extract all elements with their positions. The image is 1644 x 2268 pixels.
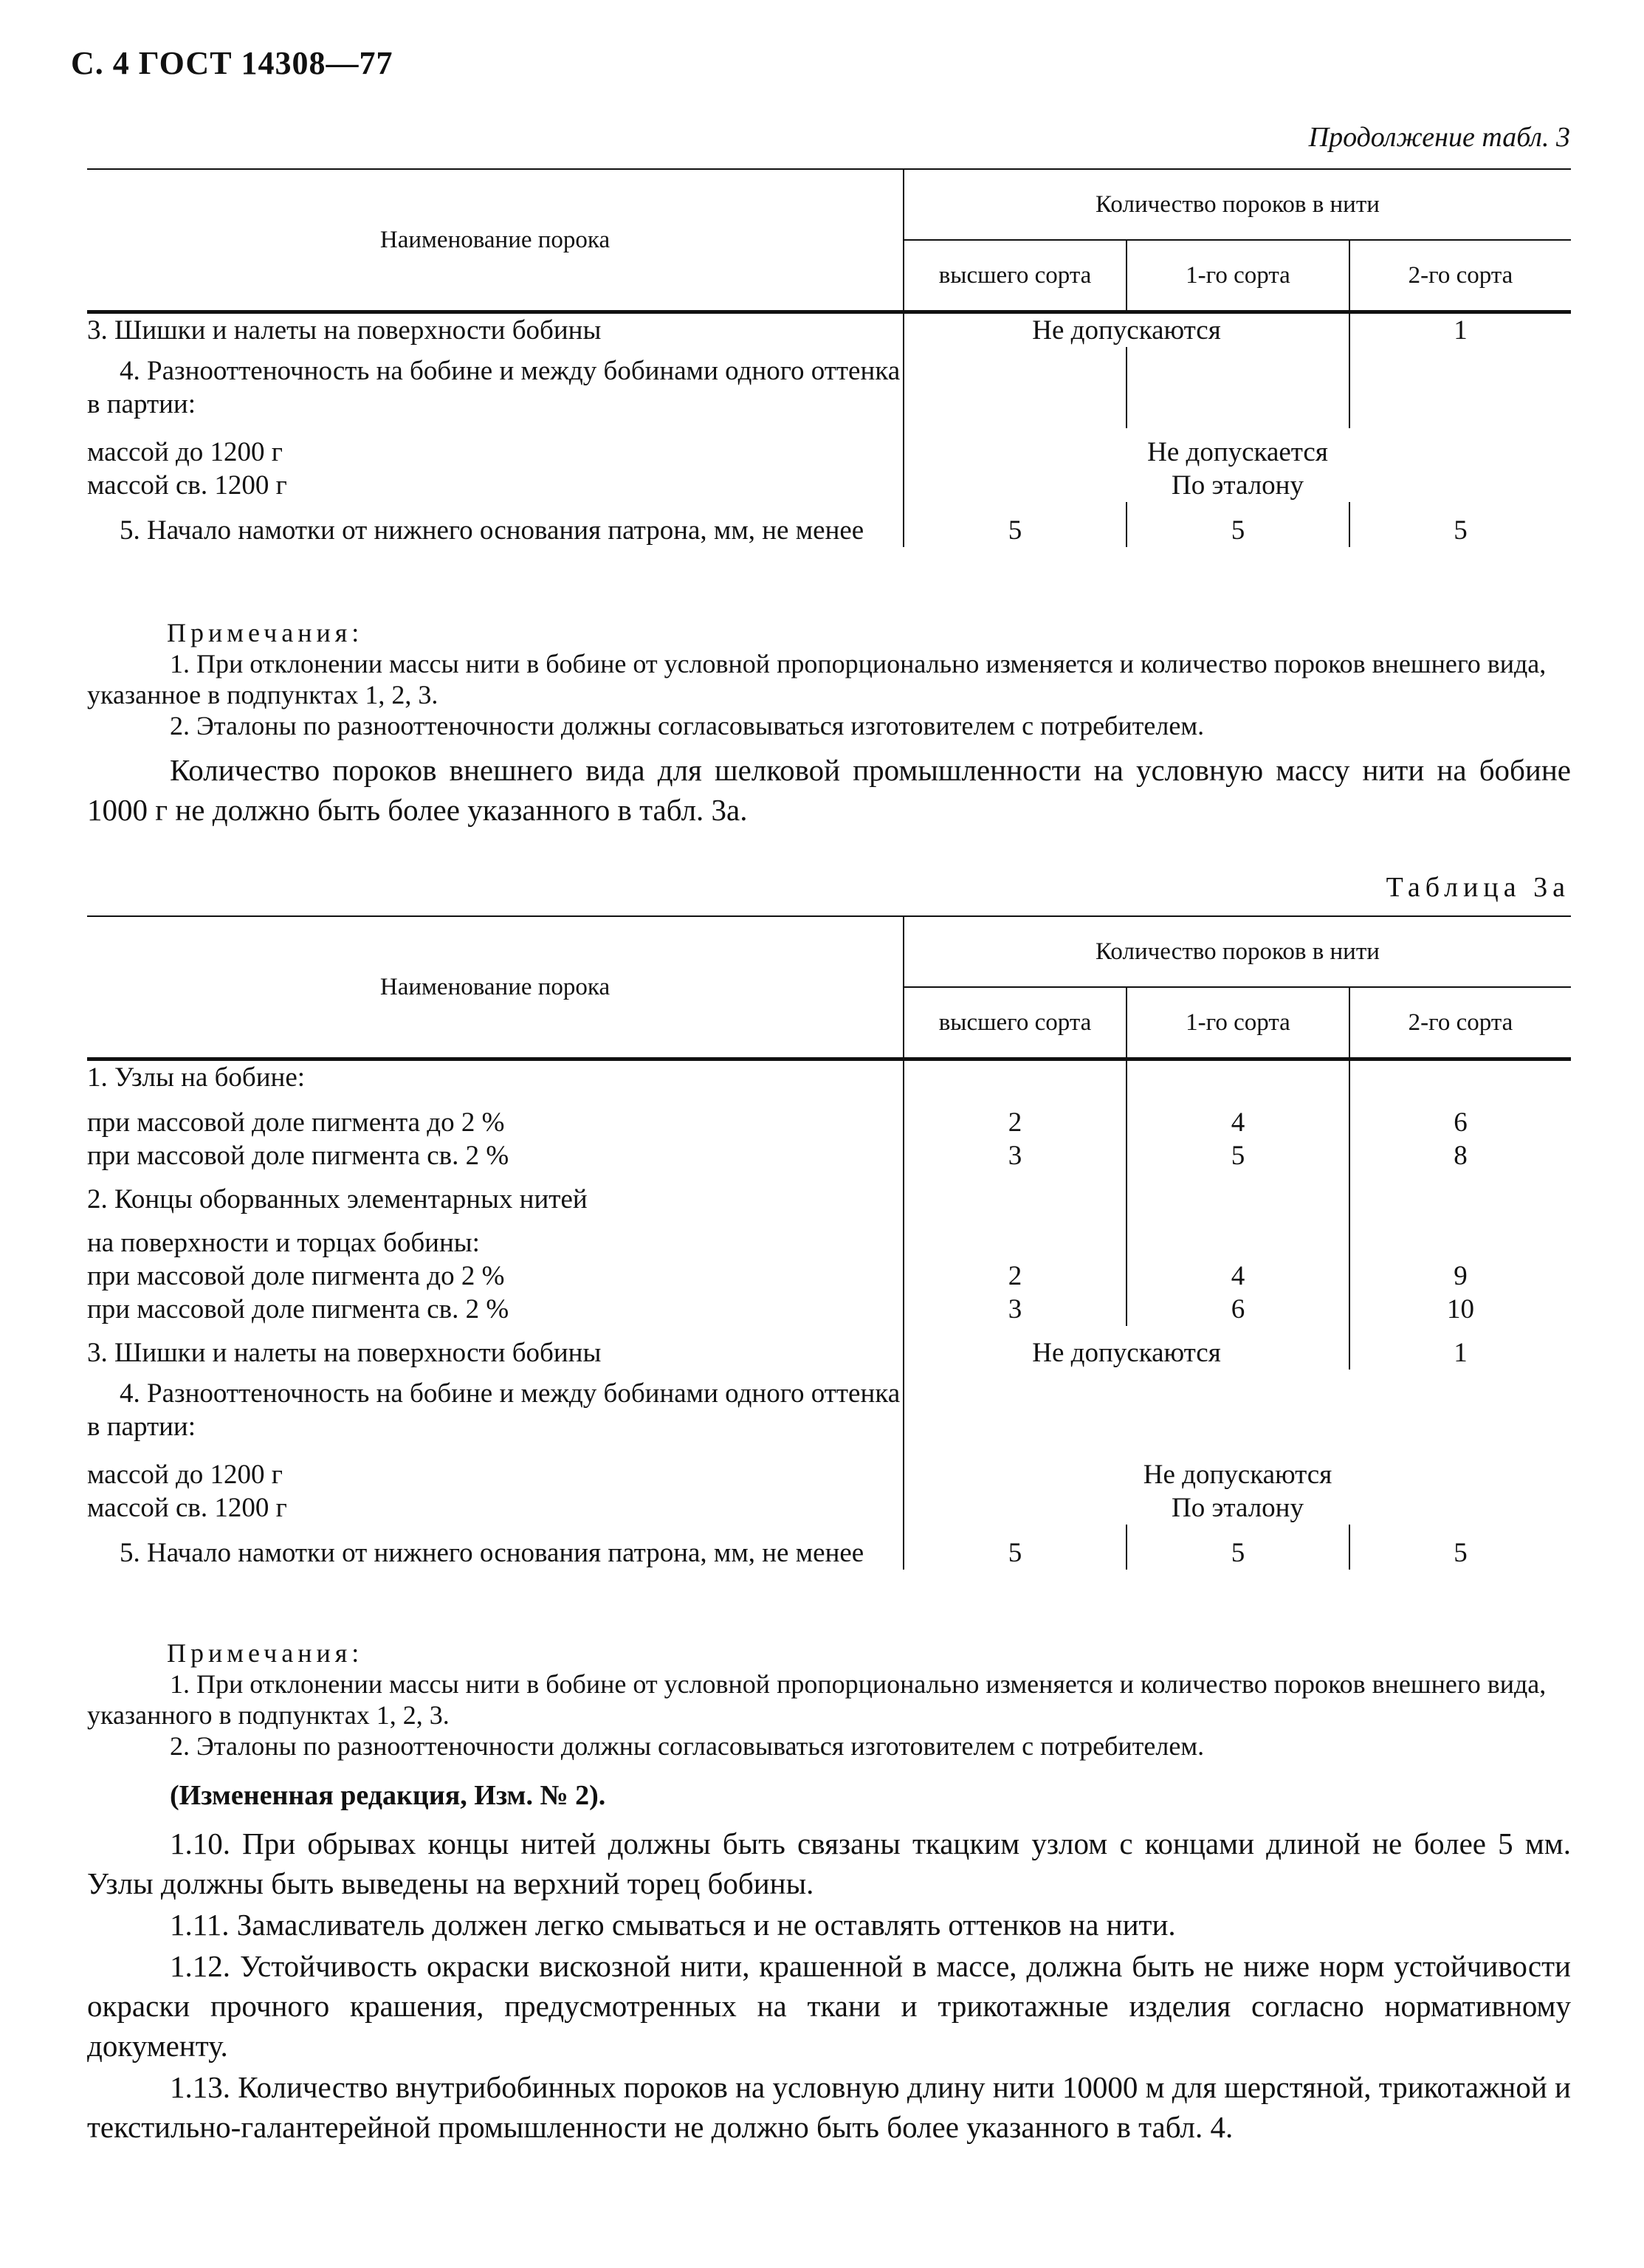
table-row [87, 1216, 1571, 1326]
note-item: 1. При отклонении массы нити в бобине от условной пропорционально изменяется и количество пороков внешнего вида, указанное в подпунктах 1, 2, 3. [87, 649, 1547, 709]
note-item: 2. Эталоны по разнооттеночности должны согласовываться изготовителем с потребителем. [170, 711, 1205, 740]
defect-value: 6 [1231, 1294, 1245, 1324]
defect-name: 4. Разнооттеночность на бобине и между бобинами одного оттенка в партии: [87, 1378, 901, 1442]
clause-1-12: 1.12. Устойчивость окраски вискозной нити, крашенной в массе, должна быть не ниже норм устойчивости окраски прочного крашения, предусмотренных на ткани и трикотажные изделия согласно нормативному документу. [87, 1949, 1571, 2063]
defect-value: Не допускается [1147, 437, 1328, 467]
defect-subname: массой св. 1200 г [87, 1493, 287, 1523]
defect-value: 9 [1454, 1261, 1468, 1291]
defect-name: 3. Шишки и налеты на поверхности бобины [87, 1326, 904, 1370]
table-row [87, 1172, 1571, 1216]
defect-value: 3 [1008, 1141, 1022, 1171]
defect-value: 5 [1454, 515, 1468, 546]
defect-value: 5 [1231, 1141, 1245, 1171]
defect-subname: массой св. 1200 г [87, 470, 287, 501]
clause-1-11: 1.11. Замасливатель должен легко смываться и не оставлять оттенков на нити. [170, 1908, 1176, 1942]
defect-value: 10 [1447, 1294, 1474, 1324]
table-row [87, 1525, 1571, 1570]
notes-block [87, 617, 1571, 741]
defect-value: 2 [1008, 1107, 1022, 1138]
defect-value: 5 [1127, 502, 1349, 547]
defect-subname: массой до 1200 г [87, 1460, 283, 1490]
amendment-note: (Измененная редакция, Изм. № 2). [170, 1780, 606, 1811]
defect-subname: массой до 1200 г [87, 437, 283, 467]
defect-value: 2 [1008, 1261, 1022, 1291]
defect-value: 4 [1231, 1107, 1245, 1138]
header-grade-top: высшего сорта [904, 987, 1127, 1059]
table-row [87, 312, 1571, 348]
notes-title: Примечания: [167, 1638, 364, 1668]
defect-value: 1 [1349, 312, 1571, 348]
table-row [87, 1326, 1571, 1370]
table-3a [87, 915, 1571, 1570]
header-grade-1: 1-го сорта [1127, 240, 1349, 312]
header-defect-count: Количество пороков в нити [904, 169, 1571, 240]
defect-value: 5 [1127, 1525, 1349, 1570]
defect-name: 1. Узлы на бобине: [87, 1059, 904, 1095]
page-header: С. 4 ГОСТ 14308—77 [71, 45, 393, 81]
table-row [87, 1451, 1571, 1525]
table-caption: Таблица 3а [1386, 872, 1570, 903]
defect-value: По эталону [1172, 470, 1304, 501]
header-grade-1: 1-го сорта [1127, 987, 1349, 1059]
table-row [87, 502, 1571, 547]
header-grade-2: 2-го сорта [1349, 240, 1571, 312]
defect-subname: при массовой доле пигмента св. 2 % [87, 1294, 509, 1324]
defect-name: 5. Начало намотки от нижнего основания патрона, мм, не менее [120, 1538, 864, 1568]
clause-1-13: 1.13. Количество внутрибобинных пороков на условную длину нити 10000 м для шерстяной, трикотажной и текстильно-галантерейной промышленности не должно быть более указанного в табл. 4. [87, 2070, 1571, 2144]
defect-name: 5. Начало намотки от нижнего основания патрона, мм, не менее [120, 515, 864, 546]
header-defect-name: Наименование порока [87, 916, 904, 1059]
defect-value: 6 [1454, 1107, 1468, 1138]
defect-value: Не допускаются [1143, 1460, 1332, 1490]
defect-subname: при массовой доле пигмента св. 2 % [87, 1141, 509, 1171]
note-item: 1. При отклонении массы нити в бобине от условной пропорционально изменяется и количество пороков внешнего вида, указанного в подпунктах 1, 2, 3. [87, 1669, 1547, 1730]
table-3-continued [87, 168, 1571, 547]
table-row [87, 1059, 1571, 1095]
defect-value-span: Не допускаются [1032, 315, 1221, 346]
header-defect-count: Количество пороков в нити [904, 916, 1571, 987]
notes-block [87, 1638, 1571, 1762]
defect-subname: на поверхности и торцах бобины: [87, 1228, 480, 1258]
defect-subname: при массовой доле пигмента до 2 % [87, 1261, 505, 1291]
header-grade-top: высшего сорта [904, 240, 1127, 312]
continuation-label: Продолжение табл. 3 [1308, 122, 1570, 153]
defect-value: 5 [1008, 1538, 1022, 1568]
defect-value-span: Не допускаются [1032, 1338, 1221, 1368]
header-defect-name: Наименование порока [87, 169, 904, 312]
notes-title: Примечания: [167, 618, 364, 647]
defect-name: 4. Разнооттеночность на бобине и между бобинами одного оттенка в партии: [87, 356, 901, 419]
clause-1-10: 1.10. При обрывах концы нитей должны быть связаны ткацким узлом с концами длиной не более 5 мм. Узлы должны быть выведены на верхний торец бобины. [87, 1827, 1571, 1900]
defect-value: 1 [1349, 1326, 1571, 1370]
defect-name: 2. Концы оборванных элементарных нитей [87, 1172, 904, 1216]
defect-value: 8 [1454, 1141, 1468, 1171]
header-grade-2: 2-го сорта [1349, 987, 1571, 1059]
note-item: 2. Эталоны по разнооттеночности должны согласовываться изготовителем с потребителем. [170, 1731, 1205, 1761]
table-row [87, 428, 1571, 502]
defect-name: 3. Шишки и налеты на поверхности бобины [87, 312, 904, 348]
defect-value: 5 [1454, 1538, 1468, 1568]
table-row [87, 1094, 1571, 1172]
paragraph-silk: Количество пороков внешнего вида для шелковой промышленности на условную массу нити на бобине 1000 г не должно быть более указанного в табл. 3а. [87, 753, 1571, 827]
defect-value: 4 [1231, 1261, 1245, 1291]
defect-value: По эталону [1172, 1493, 1304, 1523]
defect-value: 5 [1008, 515, 1022, 546]
defect-subname: при массовой доле пигмента до 2 % [87, 1107, 505, 1138]
table-row [87, 347, 1571, 428]
defect-value: 3 [1008, 1294, 1022, 1324]
table-row [87, 1370, 1571, 1451]
